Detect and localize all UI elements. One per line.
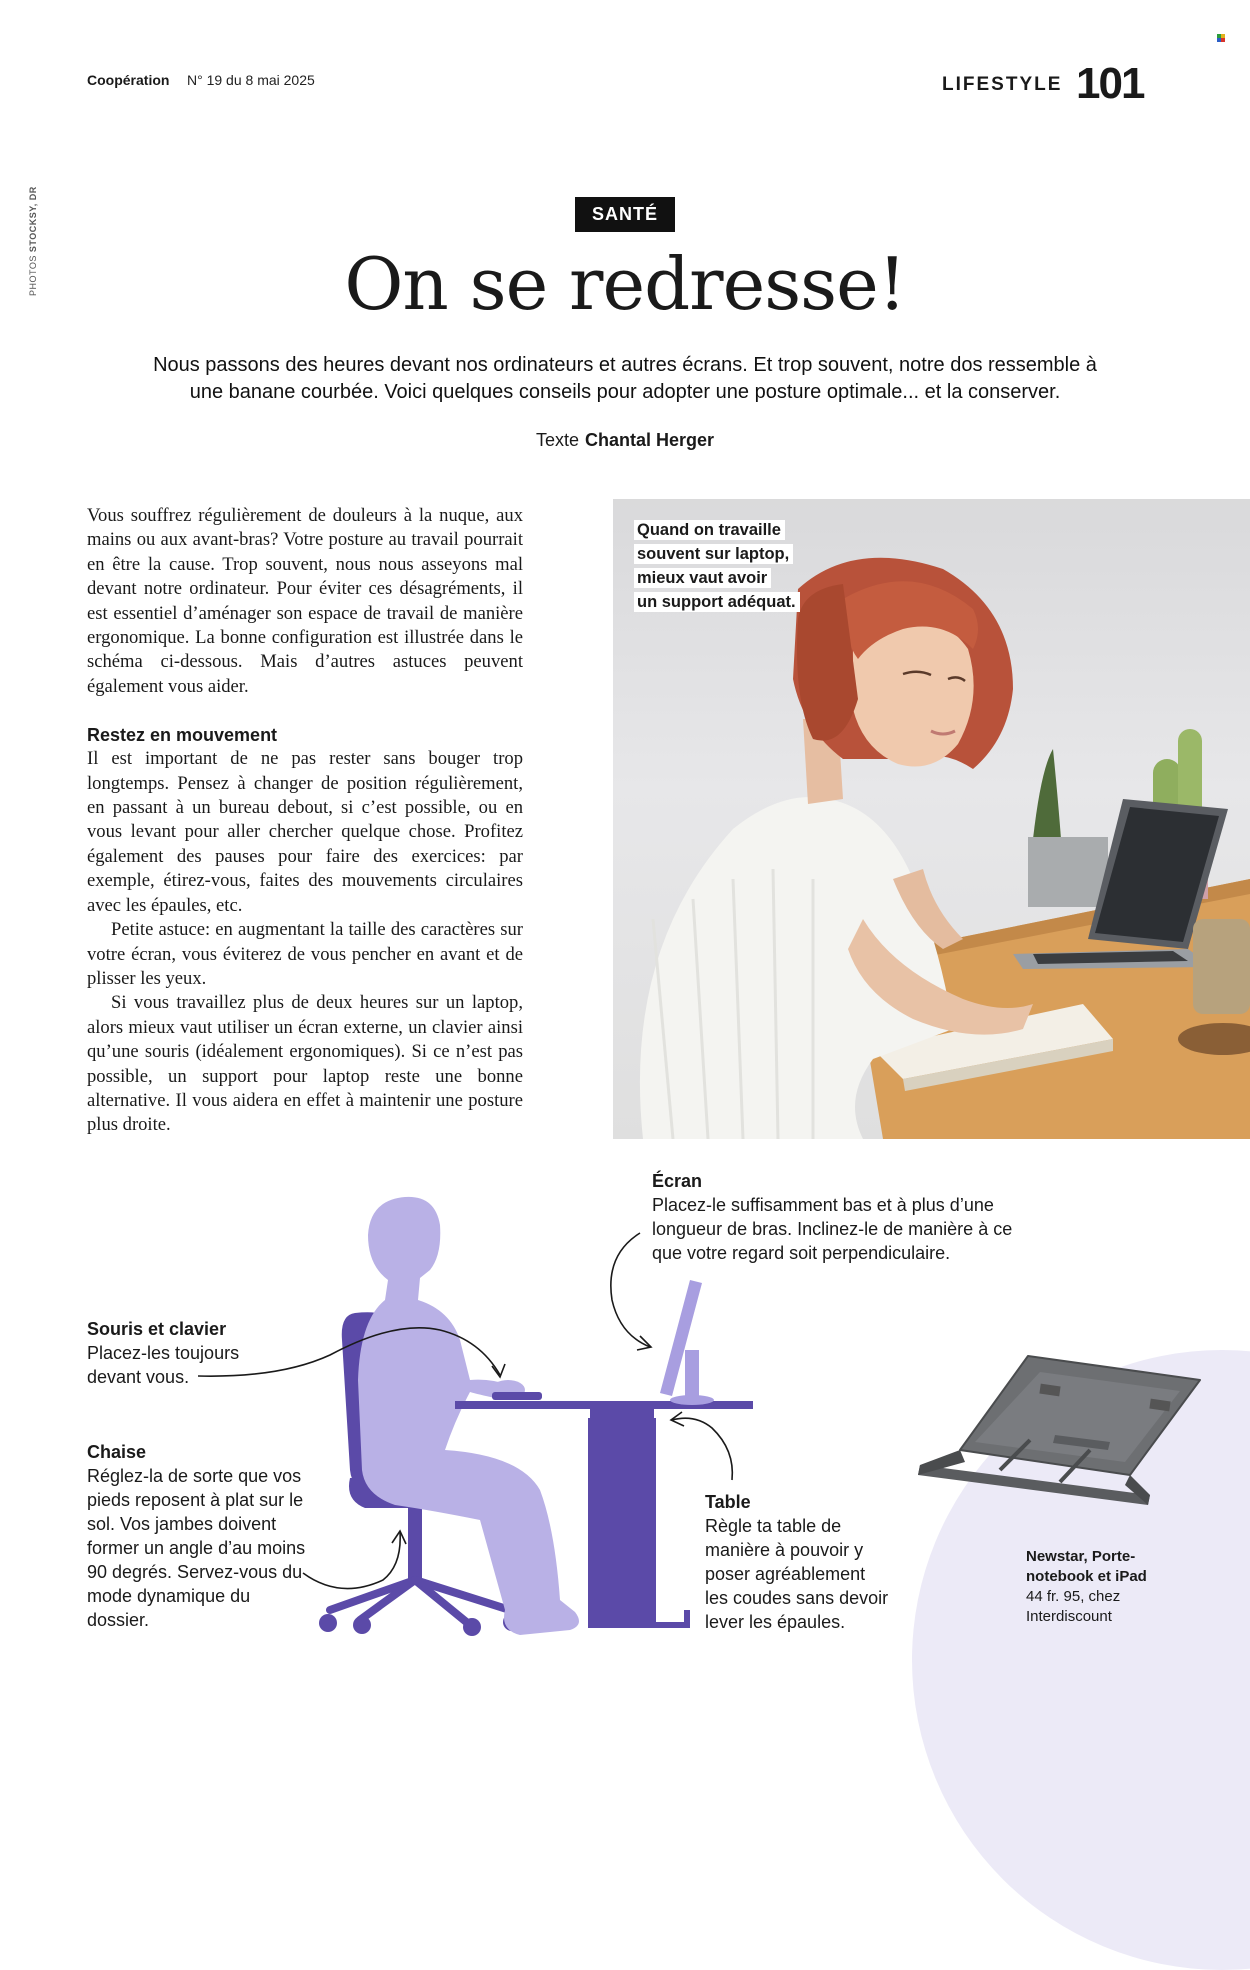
chair-wheels <box>319 1613 521 1636</box>
product-name: Newstar, Porte-notebook et iPad <box>1026 1548 1147 1585</box>
issue-info: N° 19 du 8 mai 2025 <box>187 72 315 88</box>
label-chaise-text: Réglez-la de sorte que vos pieds reposent à plat sur le sol. Vos jambes doivent former un angle d’au moins 90 degrés. Servez-vous du mode dynamique du dossier. <box>87 1466 306 1630</box>
label-ecran-text: Placez-le suffisamment bas et à plus d’une longueur de bras. Inclinez-le de manière à ce que votre regard soit perpendiculaire. <box>652 1195 1013 1263</box>
photo-caption-line: souvent sur laptop, <box>634 544 793 564</box>
body-paragraph: Il est important de ne pas rester sans bouger trop longtemps. Pensez à changer de position régulièrement, en passant à un bureau debout, si c’est possible, ou en vous levant pour aller chercher quelque chose. Profitez également des pauses pour faire des exercices: par exemple, étirez-vous, faites des mouvements circulaires avec les épaules, etc. <box>87 748 523 916</box>
label-table-text: Règle ta table de manière à pouvoir y poser agréablement les coudes sans devoir lever les épaules. <box>705 1516 889 1632</box>
photo-caption <box>634 518 800 614</box>
label-souris <box>87 1317 267 1389</box>
subhead: Restez en mouvement <box>87 725 278 746</box>
keyboard <box>492 1392 542 1400</box>
label-souris-title: Souris et clavier <box>87 1319 227 1339</box>
article-body <box>87 504 523 1138</box>
product-price: 44 fr. 95, chez <box>1026 1588 1121 1605</box>
article-title: On se redresse! <box>344 242 906 326</box>
print-color-mark <box>1217 34 1225 42</box>
arrow-table <box>672 1418 732 1480</box>
body-paragraph: Si vous travaillez plus de deux heures sur un laptop, alors mieux vaut utiliser un écran externe, un clavier ainsi qu’une souris (idéalement ergonomiques). Si ce n’est pas possible, un support pour laptop reste une bonne alternative. Il vous aidera en effet à maintenir une posture plus droite. <box>87 992 523 1136</box>
label-chaise <box>87 1440 312 1632</box>
byline-label: Texte <box>535 430 579 450</box>
section-kicker: SANTÉ <box>575 197 675 232</box>
byline-author: Chantal Herger <box>584 430 715 450</box>
arrow-chair <box>303 1532 400 1589</box>
label-ecran-title: Écran <box>652 1171 703 1191</box>
photo-caption-line: mieux vaut avoir <box>634 568 771 588</box>
photo-caption-line: Quand on travaille <box>634 520 785 540</box>
product-store: Interdiscount <box>1026 1608 1112 1625</box>
arrow-screen <box>611 1233 650 1347</box>
photo-caption-line: un support adéquat. <box>634 592 800 612</box>
label-table-title: Table <box>705 1492 751 1512</box>
ergonomics-diagram <box>0 1150 1250 1727</box>
label-ecran <box>652 1169 1022 1265</box>
seated-person-silhouette <box>358 1197 579 1635</box>
desk-leg <box>588 1418 656 1628</box>
intro-paragraph: Vous souffrez régulièrement de douleurs à la nuque, aux mains ou aux avant-bras? Votre posture au travail pourrait en être la cause. Trop souvent, nous nous asseyons mal devant notre ordinateur. Pour éviter ces désagréments, il est essentiel d’aménager son espace de travail de manière ergonomique. La bonne configuration est illustrée dans le schéma ci-dessous. Mais d’autres astuces peuvent également vous aider. <box>87 505 523 697</box>
byline <box>0 430 1250 451</box>
label-table <box>705 1490 890 1634</box>
product-caption <box>1026 1547 1166 1627</box>
monitor-stand <box>685 1350 699 1402</box>
label-souris-text: Placez-les toujours devant vous. <box>87 1343 240 1387</box>
page-number: 101 <box>1076 59 1144 108</box>
body-paragraph: Petite astuce: en augmentant la taille des caractères sur votre écran, vous éviterez de vous pencher en avant et de plisser les yeux. <box>87 919 523 989</box>
laptop-stand-product <box>918 1356 1200 1505</box>
photo-credit-names: STOCKSY, DR <box>28 186 38 253</box>
article-lede: Nous passons des heures devant nos ordinateurs et autres écrans. Et trop souvent, notre dos ressemble à une banane courbée. Voici quelques conseils pour adopter une posture optimale... et la conserver. <box>153 354 1097 403</box>
photo-credit-prefix: PHOTOS <box>28 255 38 296</box>
section-label: LIFESTYLE <box>942 74 1063 95</box>
label-chaise-title: Chaise <box>87 1442 147 1462</box>
publication-name: Coopération <box>87 72 170 88</box>
chair-pole <box>408 1506 422 1581</box>
